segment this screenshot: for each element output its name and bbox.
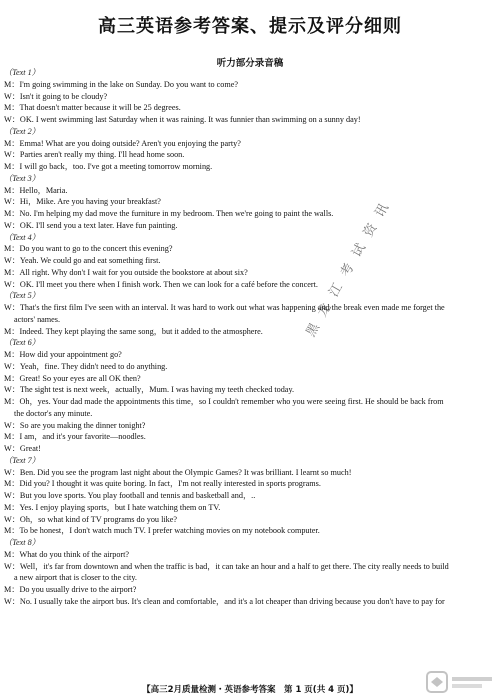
transcript-line: W：But you love sports. You play football and tennis and basketball and，.. bbox=[4, 491, 256, 500]
transcript-line: M：All right. Why don't I wait for you outside the bookstore at about six? bbox=[4, 267, 248, 277]
transcript-line: M：I am，and it's your favorite—noodles. bbox=[4, 432, 146, 442]
text-section-label: （Text 2） bbox=[4, 126, 40, 136]
transcript-line: M：How did your appointment go? bbox=[4, 350, 122, 359]
transcript-line: W：Ben. Did you see the program last night about the Olympic Games? It was brilliant. I learnt so much! bbox=[4, 467, 352, 477]
transcript-line: M：Do you usually drive to the airport? bbox=[4, 585, 137, 594]
corner-logo-icon bbox=[426, 669, 496, 695]
transcript-line: W：No. I usually take the airport bus. It's clean and comfortable，and it's a lot cheaper than driving because you don't have to pay for bbox=[4, 596, 445, 606]
transcript-line: M：No. I'm helping my dad move the furniture in my bedroom. Then we're going to paint the walls. bbox=[4, 209, 334, 218]
transcript-line: W：OK. I'll meet you there when I finish work. Then we can look for a café before the concert. bbox=[4, 279, 318, 289]
transcript-line: W：Yeah. We could go and eat something first. bbox=[4, 256, 161, 265]
transcript-line: W：Oh，so what kind of TV programs do you like? bbox=[4, 514, 177, 524]
transcript-line: M：Did you? I thought it was quite boring. In fact，I'm not really interested in sports programs. bbox=[4, 479, 321, 489]
transcript-line: M：Yes. I enjoy playing sports，but I hate watching them on TV. bbox=[4, 502, 221, 512]
transcript-line: M：Great! So your eyes are all OK then? bbox=[4, 373, 141, 383]
text-section-label: （Text 7） bbox=[4, 455, 40, 465]
transcript-line: M：Emma! What are you doing outside? Aren't you enjoying the party? bbox=[4, 138, 241, 148]
section-subtitle: 听力部分录音稿 bbox=[216, 58, 284, 69]
transcript-body bbox=[4, 67, 496, 608]
transcript-line: W：So are you making the dinner tonight? bbox=[4, 420, 146, 430]
transcript-line: M：What do you think of the airport? bbox=[4, 549, 130, 559]
transcript-line: M：Indeed. They kept playing the same song，but it added to the atmosphere. bbox=[4, 326, 263, 336]
transcript-line: W：That's the first film I've seen with an interval. It was hard to work out what was happening and the break even made me forget the bbox=[4, 303, 445, 312]
transcript-line: W：Isn't it going to be cloudy? bbox=[4, 91, 108, 101]
transcript-line: W：Great! bbox=[4, 444, 41, 453]
transcript-line: M：Hello，Maria. bbox=[4, 185, 68, 195]
text-section-label: （Text 3） bbox=[4, 173, 40, 183]
transcript-line: M：Oh，yes. Your dad made the appointments this time，so I couldn't remember who you were seeing first. He should be back from bbox=[4, 397, 444, 406]
transcript-line: M：Do you want to go to the concert this evening? bbox=[4, 244, 173, 254]
transcript-line: W：OK. I'll send you a text later. Have fun painting. bbox=[4, 220, 178, 230]
transcript-line: W：The sight test is next week，actually，Mum. I was having my teeth checked today. bbox=[4, 385, 295, 395]
transcript-line: M：That doesn't matter because it will be 25 degrees. bbox=[4, 103, 181, 113]
document-title: 高三英语参考答案、提示及评分细则 bbox=[98, 16, 402, 37]
transcript-line: M：To be honest，I don't watch much TV. I prefer watching movies on my notebook computer. bbox=[4, 526, 320, 536]
transcript-line: W：Hi，Mike. Are you having your breakfast? bbox=[4, 197, 161, 207]
transcript-line: W：Yeah，fine. They didn't need to do anything. bbox=[4, 361, 168, 371]
transcript-line: a new airport that is closer to the city. bbox=[14, 573, 137, 583]
transcript-line: M：I'm going swimming in the lake on Sunday. Do you want to come? bbox=[4, 79, 239, 89]
text-section-label: （Text 8） bbox=[4, 538, 40, 547]
page-footer: 【高三2月质量检测・英语参考答案 第 1 页(共 4 页)】 bbox=[142, 685, 358, 695]
transcript-line: W：Parties aren't really my thing. I'll head home soon. bbox=[4, 150, 185, 160]
watermark-text: 黑龙江考试资讯 bbox=[303, 192, 397, 340]
transcript-line: actors' names. bbox=[14, 314, 61, 324]
text-section-label: （Text 5） bbox=[4, 291, 40, 301]
transcript-line: W：OK. I went swimming last Saturday when it was raining. It was funnier than swimming on a sunny day! bbox=[4, 115, 361, 124]
transcript-line: M：I will go back，too. I've got a meeting tomorrow morning. bbox=[4, 162, 213, 171]
text-section-label: （Text 4） bbox=[4, 232, 40, 242]
transcript-line: the doctor's any minute. bbox=[14, 408, 93, 418]
transcript-line: W：Well，it's far from downtown and when the traffic is bad，it can take an hour and a half to get there. The city really needs to build bbox=[4, 561, 449, 571]
text-section-label: （Text 6） bbox=[4, 338, 40, 348]
text-section-label: （Text 1） bbox=[4, 68, 40, 77]
